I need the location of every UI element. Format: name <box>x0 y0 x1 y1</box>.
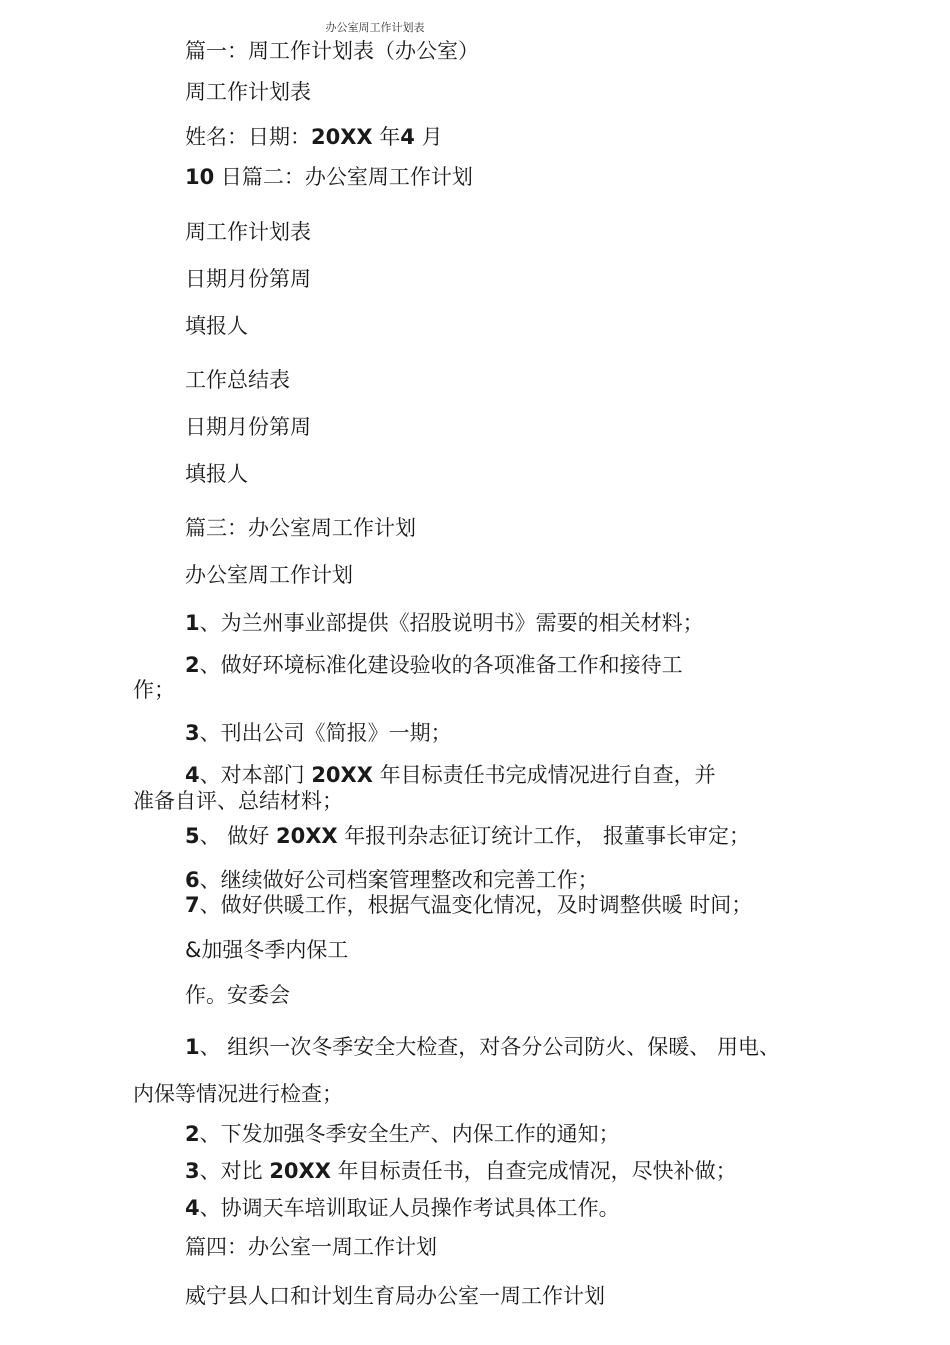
text-line <box>185 982 290 1008</box>
text-line <box>185 610 704 636</box>
text-line <box>185 124 443 150</box>
text-segment: 日篇二：办公室周工作计划 <box>214 165 473 189</box>
text-segment: 月 <box>414 125 443 149</box>
text-line <box>185 266 311 292</box>
text-segment: 周工作计划表 <box>185 80 311 104</box>
text-segment: 内保等情况进行检查； <box>133 1082 343 1106</box>
text-line <box>185 313 248 339</box>
text-line <box>133 677 175 703</box>
text-segment: 3 <box>185 1159 200 1183</box>
text-segment: 填报人 <box>185 462 248 486</box>
text-segment: 年 <box>372 125 401 149</box>
text-line <box>185 1034 780 1060</box>
text-segment: 6 <box>185 868 200 892</box>
text-segment: 、做好环境标准化建设验收的各项准备工作和接待工 <box>199 653 683 677</box>
text-line <box>185 1158 737 1184</box>
text-segment: 、继续做好公司档案管理整改和完善工作； <box>199 868 599 892</box>
text-segment: 4 <box>185 763 200 787</box>
text-segment: 、对比 <box>199 1159 270 1183</box>
text-line <box>185 1121 620 1147</box>
text-line <box>185 867 599 893</box>
text-line <box>185 79 311 105</box>
text-segment: 姓名：日期： <box>185 125 311 149</box>
text-segment: 、下发加强冬季安全生产、内保工作的通知； <box>199 1122 620 1146</box>
text-segment: 、 做好 <box>199 824 276 848</box>
text-segment: 、做好供暖工作，根据气温变化情况，及时调整供暖 时间； <box>199 893 753 917</box>
text-line <box>185 515 416 541</box>
text-segment: 篇四：办公室一周工作计划 <box>185 1235 437 1259</box>
text-segment: &加强冬季内保工 <box>185 938 349 962</box>
text-segment: 、 组织一次冬季安全大检查，对各分公司防火、保暖、 用电、 <box>199 1035 780 1059</box>
text-segment: 2 <box>185 653 200 677</box>
text-line <box>185 1234 437 1260</box>
text-segment: 、刊出公司《简报》一期； <box>199 721 452 745</box>
text-segment: 5 <box>185 824 200 848</box>
text-segment: 日期月份第周 <box>185 267 311 291</box>
text-segment: 年目标责任书完成情况进行自查，并 <box>372 763 716 787</box>
text-line <box>133 788 343 814</box>
text-line <box>133 1081 343 1107</box>
text-line <box>185 38 479 64</box>
text-line <box>185 414 311 440</box>
text-line <box>185 937 348 963</box>
text-line <box>185 562 353 588</box>
text-line <box>185 892 752 918</box>
text-segment: 2 <box>185 1122 200 1146</box>
text-segment: 周工作计划表 <box>185 220 311 244</box>
text-segment: 填报人 <box>185 314 248 338</box>
text-segment: 1 <box>185 611 200 635</box>
text-segment: 威宁县人口和计划生育局办公室一周工作计划 <box>185 1284 605 1308</box>
text-line <box>185 219 311 245</box>
text-segment: 20XX <box>269 1159 331 1183</box>
text-segment: 年目标责任书，自查完成情况，尽快补做； <box>330 1159 737 1183</box>
text-segment: 办公室周工作计划 <box>185 563 353 587</box>
text-line <box>185 762 716 788</box>
text-segment: 准备自评、总结材料； <box>133 789 343 813</box>
text-segment: 、协调天车培训取证人员操作考试具体工作。 <box>199 1196 620 1220</box>
text-line <box>185 652 683 678</box>
text-line <box>185 720 452 746</box>
text-line <box>185 367 290 393</box>
text-segment: 20XX <box>311 763 373 787</box>
text-segment: 、为兰州事业部提供《招股说明书》需要的相关材料； <box>199 611 704 635</box>
text-segment: 4 <box>400 125 415 149</box>
text-segment: 作。安委会 <box>185 983 290 1007</box>
text-segment: 篇三：办公室周工作计划 <box>185 516 416 540</box>
text-segment: 年报刊杂志征订统计工作， 报董事长审定； <box>337 824 750 848</box>
text-line <box>185 823 750 849</box>
text-line <box>185 1195 620 1221</box>
text-segment: 1 <box>185 1035 200 1059</box>
text-line <box>185 461 248 487</box>
text-line <box>185 164 473 190</box>
text-segment: 7 <box>185 893 200 917</box>
text-segment: 4 <box>185 1196 200 1220</box>
text-segment: 、对本部门 <box>199 763 312 787</box>
text-segment: 10 <box>185 165 215 189</box>
text-segment: 工作总结表 <box>185 368 290 392</box>
text-segment: 日期月份第周 <box>185 415 311 439</box>
text-segment: 作； <box>133 678 175 702</box>
text-segment: 篇一：周工作计划表（办公室） <box>185 39 479 63</box>
text-segment: 20XX <box>275 824 338 848</box>
running-header: 办公室周工作计划表 <box>325 21 425 34</box>
text-segment: 20XX <box>311 125 373 149</box>
text-segment: 3 <box>185 721 200 745</box>
text-line <box>185 1283 605 1309</box>
